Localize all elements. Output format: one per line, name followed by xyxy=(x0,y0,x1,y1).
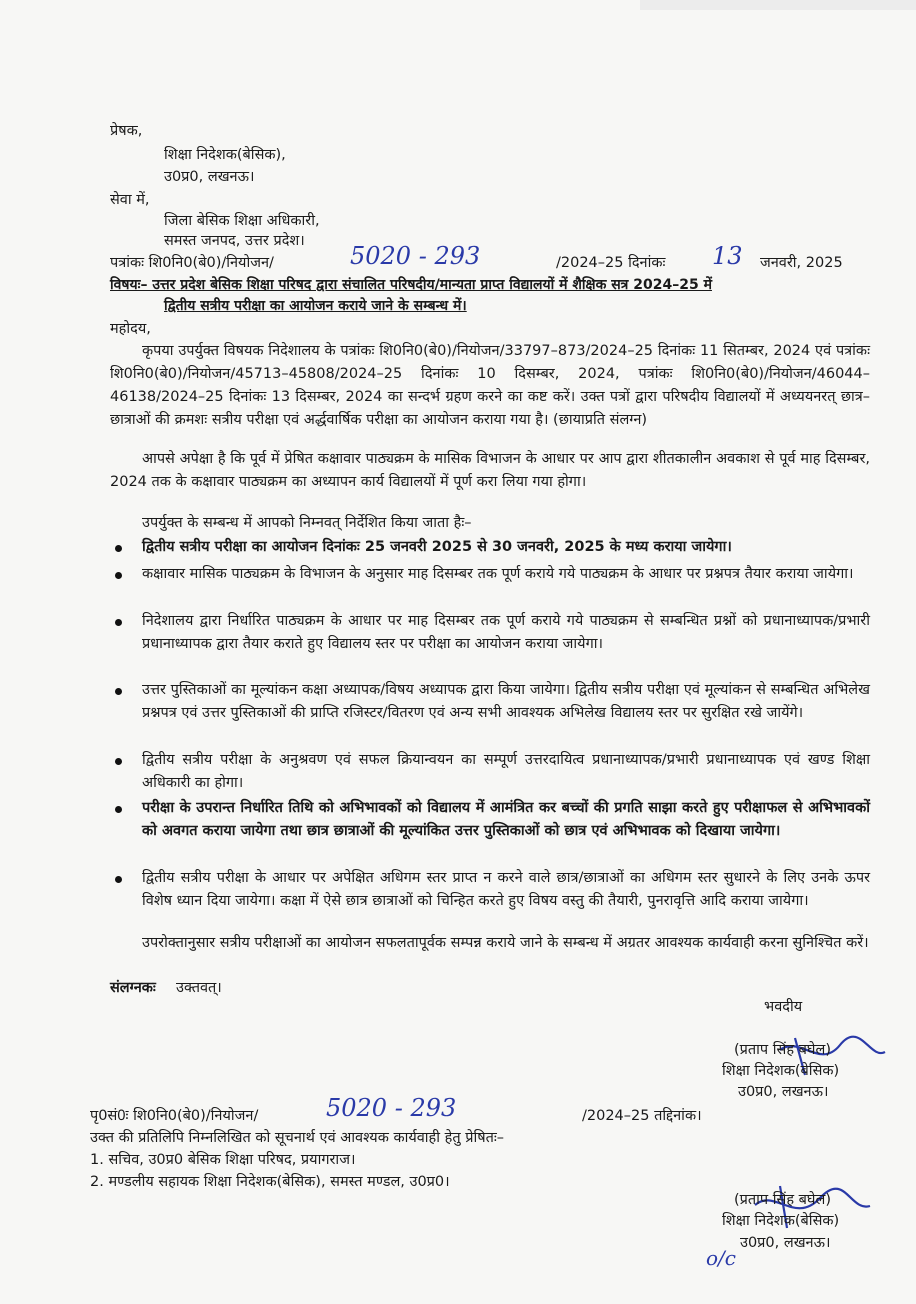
sender-title: शिक्षा निदेशक(बेसिक), xyxy=(164,147,286,163)
copy-ref-prefix: पृ0सं0ः शि0नि0(बे0)/नियोजन/ xyxy=(90,1108,259,1124)
paragraph-1: कृपया उपर्युक्त विषयक निदेशालय के पत्रांकः शि0नि0(बे0)/नियोजन/33797–873/2024–25 दिनांकः 11 सितम्बर, 2024 एवं पत्रांकः शि0नि0(बे0)/नियोजन/45713–45808/2024–25 दिनांकः 10 दिसम्बर, 2024, पत्रांकः शि0नि0(बे0)/नियोजन/46044–46138/2024–25 दिनांकः 13 दिसम्बर, 2024 का सन्दर्भ ग्रहण करने का कष्ट करें। उक्त पत्रों द्वारा परिषदीय विद्यालयों में अध्ययनरत् छात्र–छात्राओं की क्रमशः सत्रीय परीक्षा एवं अर्द्धवार्षिक परीक्षा का आयोजन कराया गया है। (छायाप्रति संलग्न) xyxy=(110,343,870,428)
bullet-7 xyxy=(115,876,122,883)
signatory-name-2: (प्रताप सिंह बघेल) xyxy=(734,1192,831,1208)
signatory-place-1: उ0प्र0, लखनऊ। xyxy=(738,1084,829,1100)
sender-label: प्रेषक, xyxy=(110,123,143,139)
enclosure-value: उक्तवत्। xyxy=(176,980,222,996)
handwritten-copy-ref-number: 5020 - 293 xyxy=(326,1094,457,1122)
ref-middle: /2024–25 दिनांकः xyxy=(556,255,666,271)
copy-list-item-1: 1. सचिव, उ0प्र0 बेसिक शिक्षा परिषद, प्रयागराज। xyxy=(90,1152,356,1168)
point-7: द्वितीय सत्रीय परीक्षा के आधार पर अपेक्षित अधिगम स्तर प्राप्त न करने वाले छात्र/छात्राओं का अधिगम स्तर सुधारने के लिए उनके ऊपर विशेष ध्यान दिया जायेगा। कक्षा में ऐसे छात्र छात्राओं को चिन्हित करते हुए विषय वस्तु की तैयारी, पुनरावृत्ति आदि कराया जायेगा। xyxy=(142,870,870,909)
closing-paragraph: उपरोक्तानुसार सत्रीय परीक्षाओं का आयोजन सफलतापूर्वक सम्पन्न कराये जाने के सम्बन्ध में अग्रतर आवश्यक कार्यवाही करना सुनिश्चित करें। xyxy=(142,935,869,951)
bullet-2 xyxy=(115,572,122,579)
point-6: परीक्षा के उपरान्त निर्धारित तिथि को अभिभावकों को विद्यालय में आमंत्रित कर बच्चों की प्रगति साझा करते हुए परीक्षाफल से अभिभावकों को अवगत कराया जायेगा तथा छात्र छात्राओं की मूल्यांकित उत्तर पुस्तिकाओं को छात्र एवं अभिभावक को दिखाया जायेगा। xyxy=(142,800,870,839)
signatory-place-2: उ0प्र0, लखनऊ। xyxy=(740,1235,831,1251)
handwritten-initials: o/c xyxy=(706,1246,736,1270)
ref-prefix: पत्रांकः शि0नि0(बे0)/नियोजन/ xyxy=(110,255,274,271)
point-2: कक्षावार मासिक पाठ्यक्रम के विभाजन के अनुसार माह दिसम्बर तक पूर्ण कराये गये पाठ्यक्रम के आधार पर प्रश्नपत्र तैयार कराया जायेगा। xyxy=(142,566,854,582)
bullet-3 xyxy=(115,619,122,626)
ref-suffix: जनवरी, 2025 xyxy=(760,255,843,271)
subject-line-1: विषयः– उत्तर प्रदेश बेसिक शिक्षा परिषद द्वारा संचालित परिषदीय/मान्यता प्राप्त विद्यालयों में शैक्षिक सत्र 2024–25 में xyxy=(110,277,712,293)
scan-edge xyxy=(640,0,916,10)
point-4: उत्तर पुस्तिकाओं का मूल्यांकन कक्षा अध्यापक/विषय अध्यापक द्वारा किया जायेगा। द्वितीय सत्रीय परीक्षा एवं मूल्यांकन से सम्बन्धित अभिलेख प्रश्नपत्र एवं उत्तर पुस्तिकाओं की प्राप्ति रजिस्टर/वितरण एवं अन्य सभी आवश्यक अभिलेख विद्यालय स्तर पर सुरक्षित रखे जायेंगे। xyxy=(142,682,870,721)
copy-ref-suffix: /2024–25 तद्दिनांक। xyxy=(582,1108,702,1124)
yours-faithfully: भवदीय xyxy=(764,999,803,1015)
handwritten-ref-number: 5020 - 293 xyxy=(350,242,481,270)
bullet-1 xyxy=(115,545,122,552)
to-place: समस्त जनपद, उत्तर प्रदेश। xyxy=(164,233,305,249)
signatory-name-1: (प्रताप सिंह बघेल) xyxy=(734,1042,831,1058)
point-1: द्वितीय सत्रीय परीक्षा का आयोजन दिनांकः 25 जनवरी 2025 से 30 जनवरी, 2025 के मध्य कराया जायेगा। xyxy=(142,539,732,555)
to-title: जिला बेसिक शिक्षा अधिकारी, xyxy=(164,213,320,229)
enclosure-label: संलग्नकः xyxy=(110,980,156,996)
paragraph-2: आपसे अपेक्षा है कि पूर्व में प्रेषित कक्षावार पाठ्यक्रम के मासिक विभाजन के आधार पर आप द्वारा शीतकालीन अवकाश से पूर्व माह दिसम्बर, 2024 तक के कक्षावार पाठ्यक्रम का अध्यापन कार्य विद्यालयों में पूर्ण करा लिया गया होगा। xyxy=(110,451,870,490)
point-5: द्वितीय सत्रीय परीक्षा के अनुश्रवण एवं सफल क्रियान्वयन का सम्पूर्ण उत्तरदायित्व प्रधानाध्यापक/प्रभारी प्रधानाध्यापक एवं खण्ड शिक्षा अधिकारी का होगा। xyxy=(142,752,870,791)
to-label: सेवा में, xyxy=(110,192,150,208)
bullet-5 xyxy=(115,758,122,765)
paragraph-3: उपर्युक्त के सम्बन्ध में आपको निम्नवत् निर्देशित किया जाता हैः– xyxy=(142,515,472,531)
copy-intro: उक्त की प्रतिलिपि निम्नलिखित को सूचनार्थ एवं आवश्यक कार्यवाही हेतु प्रेषितः– xyxy=(90,1130,505,1146)
subject-line-2: द्वितीय सत्रीय परीक्षा का आयोजन कराये जाने के सम्बन्ध में। xyxy=(164,298,467,314)
bullet-6 xyxy=(115,806,122,813)
point-3: निदेशालय द्वारा निर्धारित पाठ्यक्रम के आधार पर माह दिसम्बर तक पूर्ण कराये गये पाठ्यक्रम से सम्बन्धित प्रश्नों को प्रधानाध्यापक/प्रभारी प्रधानाध्यापक द्वारा तैयार कराते हुए विद्यालय स्तर पर परीक्षा का आयोजन कराया जायेगा। xyxy=(142,613,870,652)
bullet-4 xyxy=(115,688,122,695)
handwritten-ref-day: 13 xyxy=(712,242,743,270)
signatory-title-2: शिक्षा निदेशक(बेसिक) xyxy=(722,1213,840,1229)
sender-place: उ0प्र0, लखनऊ। xyxy=(164,169,255,185)
copy-list-item-2: 2. मण्डलीय सहायक शिक्षा निदेशक(बेसिक), समस्त मण्डल, उ0प्र0। xyxy=(90,1174,450,1190)
salutation: महोदय, xyxy=(110,321,151,337)
signatory-title-1: शिक्षा निदेशक(बेसिक) xyxy=(722,1063,840,1079)
